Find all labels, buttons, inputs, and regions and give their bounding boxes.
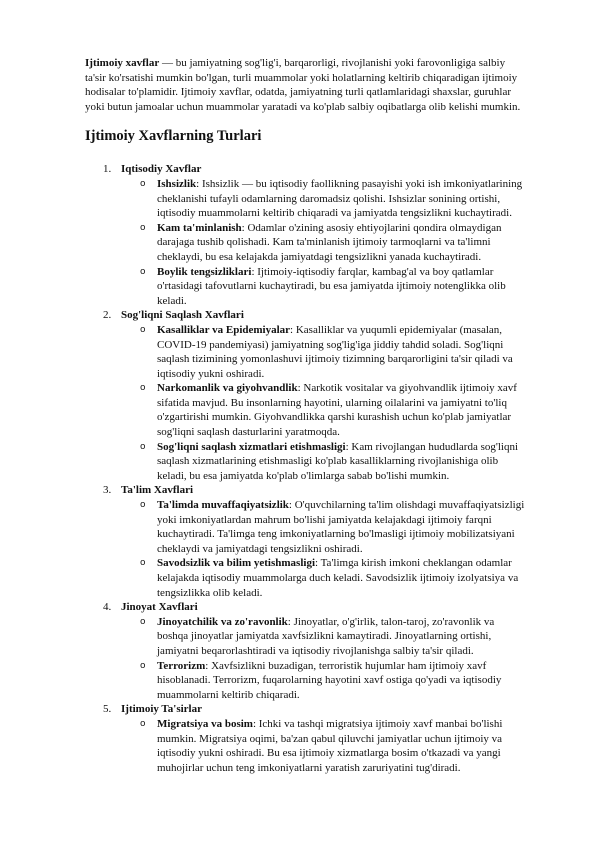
bullet-marker: o [140,383,146,394]
bullet-list [121,717,525,775]
bullet-marker: o [140,324,146,335]
item-term: Kam ta'minlanish [157,221,242,234]
section-number: 2. [103,309,112,322]
bullet-list [121,177,525,308]
item-text: : Narkotik vositalar va giyohvandlik ijtimoiy xavf sifatida mavjud. Bu insonlarning hayotini, ularning oilalarini va jamiyatni to'liq o'zgartirishi mumkin. Giyohvandlikka qarshi kurashish uchun ko'plab jamiyatlar sog'liqni saqlash dasturlarini yaratmoqda. [157,382,517,439]
item-text: : Odamlar o'zining asosiy ehtiyojlarini qondira olmaydigan darajaga tushib qolishadi. Kam ta'minlanish ijtimoiy tarmoqlarni va ta'limni cheklaydi, bu esa kelajakda jamiyatdagi tengsizlikni yanada kuchaytiradi. [157,221,502,263]
intro-term: Ijtimoiy xavflar [85,57,160,69]
list-item [140,265,525,309]
item-term: Migratsiya va bosim [157,717,253,730]
list-item [140,615,525,659]
item-text: : Ichki va tashqi migratsiya ijtimoiy xavf manbai bo'lishi mumkin. Migratsiya oqimi, ba'zan qabul qiluvchi jamiyatlar uchun ijtimoiy va iqtisodiy yukni oshiradi. Bu esa ijtimoiy xizmatlarga bosim o'tkazadi va yangi muhojirlar uchun teng imkoniyatlarni yaratish zaruriyatini tug'diradi. [157,717,503,774]
bullet-marker: o [140,718,146,729]
section-number: 5. [103,703,112,716]
bullet-marker: o [140,178,146,189]
section-item [85,483,525,600]
intro-text: — bu jamiyatning sog'lig'i, barqarorligi, rivojlanishi yoki farovonligiga salbiy ta'sir ko'rsatishi mumkin bo'lgan, turli muammolar yoki holatlarning keltirib chiqaradigan ijtimoiy hodisalar to'plamidir. Ijtimoiy xavflar, odatda, jamiyatning turli qatlamlaridagi shaxslar, guruhlar yoki butun jamoalar uchun muammolar yaratadi va ko'plab salbiy oqibatlarga olib kelishi mumkin. [85,57,521,113]
item-text: : Kasalliklar va yuqumli epidemiyalar (masalan, COVID-19 pandemiyasi) jamiyatning sog'lig'iga jiddiy tahdid soladi. Sog'liqni saqlash tizimining yomonlashuvi ijtimoiy tizimning barqarorligini ta'sir qiladi va iqtisodiy yukni oshiradi. [157,323,513,380]
section-title: Ijtimoiy Ta'sirlar [121,703,202,716]
section-number: 1. [103,163,112,176]
item-text: : Jinoyatlar, o'g'irlik, talon-taroj, zo'ravonlik va boshqa jinoyatlar jamiyatda xavfsizlikni kamaytiradi. Jinoyatlarning ortishi, jamiyatni beqarorlashtiradi va iqtisodiy rivojlanishga salbiy ta'sir qiladi. [157,615,495,657]
intro-paragraph [85,56,525,114]
section-item [85,162,525,308]
item-term: Ta'limda muvaffaqiyatsizlik [157,499,289,512]
section-heading: Ijtimoiy Xavflarning Turlari [85,128,262,145]
section-item [85,308,525,483]
bullet-marker: o [140,266,146,277]
item-term: Savodsizlik va bilim yetishmasligi [157,557,315,570]
list-item [140,440,525,484]
bullet-list [121,615,525,703]
bullet-marker: o [140,500,146,511]
sections-list [85,162,525,775]
bullet-marker: o [140,616,146,627]
bullet-marker: o [140,558,146,569]
list-item [140,498,525,556]
document-page [85,56,525,775]
section-title: Iqtisodiy Xavflar [121,163,202,176]
section-number: 4. [103,601,112,614]
section-title: Ta'lim Xavflari [121,484,194,497]
list-item [140,556,525,600]
item-term: Ishsizlik [157,177,197,190]
bullet-list [121,323,525,484]
item-term: Narkomanlik va giyohvandlik [157,382,298,395]
item-text: : Ta'limga kirish imkoni cheklangan odamlar kelajakda iqtisodiy muammolarga duch keladi. Savodsizlik ijtimoiy izolyatsiya va tengsizlikka olib keladi. [157,557,519,599]
item-term: Kasalliklar va Epidemiyalar [157,323,291,336]
bullet-marker: o [140,441,146,452]
section-item [85,702,525,775]
list-item [140,659,525,703]
list-item [140,323,525,381]
list-item [140,381,525,439]
item-term: Jinoyatchilik va zo'ravonlik [157,615,288,628]
item-term: Sog'liqni saqlash xizmatlari etishmasligi [157,440,346,453]
bullet-marker: o [140,222,146,233]
item-text: : O'quvchilarning ta'lim olishdagi muvaffaqiyatsizligi yoki imkoniyatlardan mahrum bo'lishi jamiyatda kelajakdagi ijtimoiy farqni kuchaytiradi. Ta'limga teng imkoniyatlarning bo'lmasligi ijtimoiy mobilizatsiyani cheklaydi va jamiyatdagi tengsizlikni oshiradi. [157,499,525,555]
list-item [140,221,525,265]
section-title: Sog'liqni Saqlash Xavflari [121,309,244,322]
item-text: : Kam rivojlangan hududlarda sog'liqni saqlash xizmatlarining etishmasligi ko'plab kasalliklarning rivojlanishiga olib keladi, bu esa jamiyatda ko'plab o'limlarga sabab bo'lishi mumkin. [157,440,519,482]
item-text: : Xavfsizlikni buzadigan, terroristik hujumlar ham ijtimoiy xavf hisoblanadi. Terrorizm, fuqarolarning hayotini xavf ostiga qo'yadi va iqtisodiy muammolarni keltirib chiqaradi. [157,659,502,701]
section-number: 3. [103,484,112,497]
item-term: Terrorizm [157,659,206,672]
list-item [140,717,525,775]
item-text: : Ijtimoiy-iqtisodiy farqlar, kambag'al va boy qatlamlar o'rtasidagi tafovutlarni kuchaytiradi, bu esa jamiyatda ijtimoiy notenglikka olib keladi. [157,265,506,307]
item-term: Boylik tengsizliklari [157,265,252,278]
list-item [140,177,525,221]
bullet-list [121,498,525,600]
bullet-marker: o [140,660,146,671]
section-item [85,600,525,702]
item-text: : Ishsizlik — bu iqtisodiy faollikning pasayishi yoki ish imkoniyatlarining cheklanishi tufayli odamlarning daromadsiz qolishi. Ishsizlar sonining ortishi, iqtisodiy muammolarni keltirib chiqaradi va jamiyatda tengsizlikni kuchaytiradi. [157,177,523,220]
section-title: Jinoyat Xavflari [121,601,198,614]
